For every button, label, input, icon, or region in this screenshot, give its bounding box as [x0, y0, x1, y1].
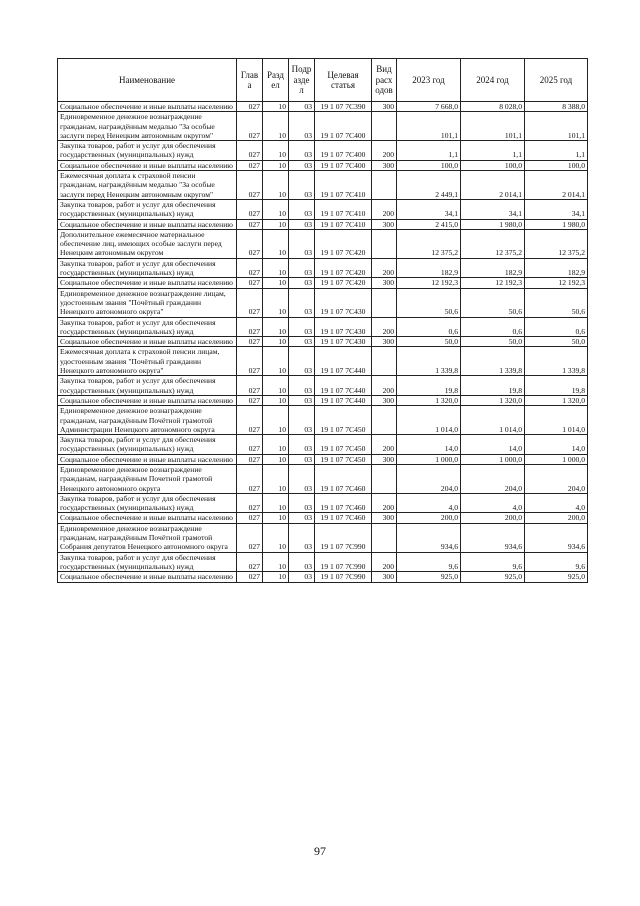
row-value-2023: 0,6 [397, 317, 461, 337]
row-article: 19 1 07 7С400 [315, 141, 372, 161]
row-name: Социальное обеспечение и иные выплаты населению [58, 102, 237, 112]
row-value-2024: 1 320,0 [461, 395, 525, 405]
row-value-2023: 1,1 [397, 141, 461, 161]
row-razdel: 10 [263, 278, 289, 288]
row-value-2023: 7 668,0 [397, 102, 461, 112]
row-article: 19 1 07 7С420 [315, 278, 372, 288]
row-glava: 027 [237, 337, 263, 347]
row-glava: 027 [237, 160, 263, 170]
header-podrazdel: Подр азде л [289, 59, 315, 102]
row-article: 19 1 07 7С460 [315, 464, 372, 493]
row-article: 19 1 07 7С450 [315, 406, 372, 435]
table-row [58, 435, 588, 455]
row-value-2025: 200,0 [525, 513, 588, 523]
row-value-2025: 9,6 [525, 552, 588, 572]
row-name: Закупка товаров, работ и услуг для обеспечения государственных (муниципальных) нужд [58, 258, 237, 278]
header-2024: 2024 год [461, 59, 525, 102]
row-razdel: 10 [263, 464, 289, 493]
row-glava: 027 [237, 278, 263, 288]
table-row [58, 171, 588, 200]
row-vid: 300 [372, 219, 397, 229]
row-glava: 027 [237, 523, 263, 552]
row-podrazdel: 03 [289, 395, 315, 405]
table-row [58, 493, 588, 513]
row-razdel: 10 [263, 513, 289, 523]
row-glava: 027 [237, 112, 263, 141]
row-razdel: 10 [263, 406, 289, 435]
row-name: Закупка товаров, работ и услуг для обеспечения государственных (муниципальных) нужд [58, 141, 237, 161]
row-vid: 300 [372, 337, 397, 347]
row-value-2024: 2 014,1 [461, 171, 525, 200]
row-podrazdel: 03 [289, 376, 315, 396]
row-value-2023: 182,9 [397, 258, 461, 278]
row-vid: 200 [372, 141, 397, 161]
row-value-2025: 12 192,3 [525, 278, 588, 288]
row-article: 19 1 07 7С410 [315, 219, 372, 229]
row-razdel: 10 [263, 288, 289, 317]
row-article: 19 1 07 7С990 [315, 572, 372, 582]
row-glava: 027 [237, 102, 263, 112]
row-vid: 200 [372, 199, 397, 219]
row-value-2023: 50,0 [397, 337, 461, 347]
row-razdel: 10 [263, 572, 289, 582]
row-podrazdel: 03 [289, 112, 315, 141]
row-razdel: 10 [263, 523, 289, 552]
row-razdel: 10 [263, 160, 289, 170]
row-razdel: 10 [263, 395, 289, 405]
row-podrazdel: 03 [289, 513, 315, 523]
table-row [58, 464, 588, 493]
row-glava: 027 [237, 229, 263, 258]
table-row [58, 376, 588, 396]
row-vid [372, 464, 397, 493]
row-article: 19 1 07 7С990 [315, 552, 372, 572]
table-row [58, 552, 588, 572]
row-article: 19 1 07 7С420 [315, 258, 372, 278]
row-value-2025: 14,0 [525, 435, 588, 455]
row-name: Социальное обеспечение и иные выплаты населению [58, 395, 237, 405]
row-podrazdel: 03 [289, 454, 315, 464]
row-value-2024: 4,0 [461, 493, 525, 513]
row-vid: 300 [372, 454, 397, 464]
row-razdel: 10 [263, 199, 289, 219]
row-value-2023: 100,0 [397, 160, 461, 170]
row-article: 19 1 07 7С460 [315, 513, 372, 523]
row-podrazdel: 03 [289, 464, 315, 493]
row-glava: 027 [237, 493, 263, 513]
row-name: Закупка товаров, работ и услуг для обеспечения государственных (муниципальных) нужд [58, 376, 237, 396]
row-value-2024: 182,9 [461, 258, 525, 278]
row-podrazdel: 03 [289, 199, 315, 219]
header-razdel: Разд ел [263, 59, 289, 102]
table-row [58, 395, 588, 405]
table-row [58, 454, 588, 464]
row-podrazdel: 03 [289, 258, 315, 278]
row-article: 19 1 07 7С990 [315, 523, 372, 552]
row-vid: 300 [372, 102, 397, 112]
row-vid [372, 347, 397, 376]
row-vid [372, 406, 397, 435]
header-article: Целевая статья [315, 59, 372, 102]
row-podrazdel: 03 [289, 160, 315, 170]
row-glava: 027 [237, 219, 263, 229]
table-row [58, 199, 588, 219]
row-podrazdel: 03 [289, 102, 315, 112]
row-value-2024: 1 339,8 [461, 347, 525, 376]
row-vid [372, 229, 397, 258]
row-glava: 027 [237, 141, 263, 161]
row-podrazdel: 03 [289, 317, 315, 337]
row-value-2023: 9,6 [397, 552, 461, 572]
row-podrazdel: 03 [289, 229, 315, 258]
row-value-2024: 14,0 [461, 435, 525, 455]
header-name: Наименование [58, 59, 237, 102]
row-value-2025: 1 320,0 [525, 395, 588, 405]
row-vid [372, 171, 397, 200]
row-glava: 027 [237, 464, 263, 493]
row-glava: 027 [237, 171, 263, 200]
row-name: Единовременное денежное вознаграждение гражданам, награждённым медалью "За особые заслуги перед Ненецким автономным округом" [58, 112, 237, 141]
row-glava: 027 [237, 572, 263, 582]
row-value-2025: 2 014,1 [525, 171, 588, 200]
row-razdel: 10 [263, 337, 289, 347]
table-row [58, 219, 588, 229]
row-razdel: 10 [263, 347, 289, 376]
row-value-2023: 34,1 [397, 199, 461, 219]
row-name: Закупка товаров, работ и услуг для обеспечения государственных (муниципальных) нужд [58, 199, 237, 219]
row-value-2024: 1 980,0 [461, 219, 525, 229]
row-value-2023: 12 192,3 [397, 278, 461, 288]
row-vid: 200 [372, 258, 397, 278]
row-value-2024: 934,6 [461, 523, 525, 552]
row-razdel: 10 [263, 435, 289, 455]
table-row [58, 523, 588, 552]
row-value-2024: 200,0 [461, 513, 525, 523]
row-value-2023: 1 320,0 [397, 395, 461, 405]
row-value-2023: 200,0 [397, 513, 461, 523]
row-article: 19 1 07 7С440 [315, 395, 372, 405]
row-glava: 027 [237, 406, 263, 435]
row-vid: 200 [372, 435, 397, 455]
table-row [58, 258, 588, 278]
row-razdel: 10 [263, 171, 289, 200]
row-article: 19 1 07 7С410 [315, 199, 372, 219]
row-podrazdel: 03 [289, 406, 315, 435]
row-glava: 027 [237, 376, 263, 396]
row-value-2024: 0,6 [461, 317, 525, 337]
row-article: 19 1 07 7С450 [315, 435, 372, 455]
row-name: Дополнительное ежемесячное материальное обеспечение лиц, имеющих особые заслуги перед Ненецким автономным округом [58, 229, 237, 258]
row-value-2025: 925,0 [525, 572, 588, 582]
row-podrazdel: 03 [289, 219, 315, 229]
row-value-2023: 12 375,2 [397, 229, 461, 258]
table-row [58, 317, 588, 337]
row-value-2023: 2 449,1 [397, 171, 461, 200]
row-value-2025: 34,1 [525, 199, 588, 219]
row-article: 19 1 07 7С400 [315, 112, 372, 141]
row-podrazdel: 03 [289, 493, 315, 513]
row-glava: 027 [237, 258, 263, 278]
row-name: Закупка товаров, работ и услуг для обеспечения государственных (муниципальных) нужд [58, 317, 237, 337]
row-value-2025: 50,6 [525, 288, 588, 317]
row-value-2023: 19,8 [397, 376, 461, 396]
row-podrazdel: 03 [289, 347, 315, 376]
row-value-2025: 182,9 [525, 258, 588, 278]
row-glava: 027 [237, 513, 263, 523]
row-name: Единовременное денежное вознаграждение гражданам, награждённым Почетной грамотой Ненецкого автономного округа [58, 464, 237, 493]
row-razdel: 10 [263, 493, 289, 513]
row-value-2025: 100,0 [525, 160, 588, 170]
row-razdel: 10 [263, 112, 289, 141]
row-name: Ежемесячная доплата к страховой пенсии гражданам, награждённым медалью "За особые заслуги перед Ненецким автономным округом" [58, 171, 237, 200]
row-value-2025: 12 375,2 [525, 229, 588, 258]
row-value-2024: 34,1 [461, 199, 525, 219]
row-value-2025: 19,8 [525, 376, 588, 396]
row-article: 19 1 07 7С460 [315, 493, 372, 513]
row-vid [372, 523, 397, 552]
row-vid: 200 [372, 376, 397, 396]
row-glava: 027 [237, 435, 263, 455]
row-value-2025: 934,6 [525, 523, 588, 552]
row-value-2023: 204,0 [397, 464, 461, 493]
row-glava: 027 [237, 317, 263, 337]
row-vid [372, 288, 397, 317]
row-article: 19 1 07 7С430 [315, 317, 372, 337]
row-razdel: 10 [263, 376, 289, 396]
row-value-2025: 0,6 [525, 317, 588, 337]
row-value-2024: 1 000,0 [461, 454, 525, 464]
row-razdel: 10 [263, 141, 289, 161]
row-razdel: 10 [263, 258, 289, 278]
row-glava: 027 [237, 552, 263, 572]
row-vid: 300 [372, 278, 397, 288]
row-podrazdel: 03 [289, 337, 315, 347]
row-glava: 027 [237, 347, 263, 376]
row-value-2025: 1 980,0 [525, 219, 588, 229]
row-value-2023: 50,6 [397, 288, 461, 317]
row-name: Единовременное денежное вознаграждение гражданам, награждённым Почётной грамотой Собрания депутатов Ненецкого автономного округа [58, 523, 237, 552]
row-value-2024: 1 014,0 [461, 406, 525, 435]
row-value-2023: 14,0 [397, 435, 461, 455]
row-value-2025: 1,1 [525, 141, 588, 161]
row-vid: 200 [372, 493, 397, 513]
row-value-2023: 1 014,0 [397, 406, 461, 435]
row-value-2024: 100,0 [461, 160, 525, 170]
row-value-2024: 50,6 [461, 288, 525, 317]
row-podrazdel: 03 [289, 552, 315, 572]
row-name: Единовременное денежное вознаграждение лицам, удостоенным звания "Почётный гражданин Ненецкого автономного округа" [58, 288, 237, 317]
table-row [58, 102, 588, 112]
row-glava: 027 [237, 199, 263, 219]
row-razdel: 10 [263, 229, 289, 258]
row-vid: 300 [372, 395, 397, 405]
row-value-2023: 925,0 [397, 572, 461, 582]
table-row [58, 347, 588, 376]
row-name: Социальное обеспечение и иные выплаты населению [58, 278, 237, 288]
row-name: Социальное обеспечение и иные выплаты населению [58, 219, 237, 229]
row-podrazdel: 03 [289, 171, 315, 200]
row-name: Ежемесячная доплата к страховой пенсии лицам, удостоенным звания "Почётный гражданин Ненецкого автономного округа" [58, 347, 237, 376]
header-2023: 2023 год [397, 59, 461, 102]
row-name: Единовременное денежное вознаграждение гражданам, награждённым Почётной грамотой Администрации Ненецкого автономного округа [58, 406, 237, 435]
row-razdel: 10 [263, 219, 289, 229]
row-vid [372, 112, 397, 141]
row-article: 19 1 07 7С390 [315, 102, 372, 112]
row-value-2023: 1 000,0 [397, 454, 461, 464]
row-razdel: 10 [263, 102, 289, 112]
budget-table [57, 58, 588, 583]
row-value-2025: 8 388,0 [525, 102, 588, 112]
row-name: Социальное обеспечение и иные выплаты населению [58, 454, 237, 464]
row-podrazdel: 03 [289, 278, 315, 288]
row-glava: 027 [237, 395, 263, 405]
row-article: 19 1 07 7С420 [315, 229, 372, 258]
row-value-2024: 12 375,2 [461, 229, 525, 258]
row-vid: 300 [372, 513, 397, 523]
table-row [58, 513, 588, 523]
row-value-2024: 50,0 [461, 337, 525, 347]
row-value-2024: 1,1 [461, 141, 525, 161]
page-number: 97 [314, 844, 326, 858]
table-row [58, 112, 588, 141]
table-header-row [58, 59, 588, 102]
table-row [58, 406, 588, 435]
row-value-2023: 4,0 [397, 493, 461, 513]
row-value-2025: 1 014,0 [525, 406, 588, 435]
header-glava: Глав а [237, 59, 263, 102]
row-podrazdel: 03 [289, 288, 315, 317]
row-value-2023: 934,6 [397, 523, 461, 552]
row-podrazdel: 03 [289, 523, 315, 552]
row-vid: 200 [372, 552, 397, 572]
row-razdel: 10 [263, 454, 289, 464]
table-row [58, 160, 588, 170]
row-value-2025: 4,0 [525, 493, 588, 513]
table-row [58, 278, 588, 288]
row-name: Закупка товаров, работ и услуг для обеспечения государственных (муниципальных) нужд [58, 552, 237, 572]
row-value-2024: 12 192,3 [461, 278, 525, 288]
row-value-2023: 101,1 [397, 112, 461, 141]
row-podrazdel: 03 [289, 141, 315, 161]
header-2025: 2025 год [525, 59, 588, 102]
row-razdel: 10 [263, 317, 289, 337]
row-value-2025: 1 000,0 [525, 454, 588, 464]
row-value-2024: 8 028,0 [461, 102, 525, 112]
row-vid: 300 [372, 160, 397, 170]
row-value-2025: 1 339,8 [525, 347, 588, 376]
row-value-2025: 101,1 [525, 112, 588, 141]
row-value-2023: 1 339,8 [397, 347, 461, 376]
row-podrazdel: 03 [289, 435, 315, 455]
row-name: Социальное обеспечение и иные выплаты населению [58, 572, 237, 582]
row-value-2025: 50,0 [525, 337, 588, 347]
table-body [58, 102, 588, 583]
row-article: 19 1 07 7С430 [315, 288, 372, 317]
row-podrazdel: 03 [289, 572, 315, 582]
header-vid: Вид расх одов [372, 59, 397, 102]
row-value-2024: 19,8 [461, 376, 525, 396]
row-name: Социальное обеспечение и иные выплаты населению [58, 513, 237, 523]
row-value-2025: 204,0 [525, 464, 588, 493]
table-row [58, 288, 588, 317]
table-row [58, 141, 588, 161]
row-value-2024: 101,1 [461, 112, 525, 141]
table-row [58, 572, 588, 582]
row-article: 19 1 07 7С450 [315, 454, 372, 464]
row-vid: 300 [372, 572, 397, 582]
row-name: Закупка товаров, работ и услуг для обеспечения государственных (муниципальных) нужд [58, 435, 237, 455]
row-vid: 200 [372, 317, 397, 337]
row-glava: 027 [237, 288, 263, 317]
row-value-2024: 204,0 [461, 464, 525, 493]
row-value-2023: 2 415,0 [397, 219, 461, 229]
row-article: 19 1 07 7С430 [315, 337, 372, 347]
row-value-2024: 925,0 [461, 572, 525, 582]
table-row [58, 337, 588, 347]
row-razdel: 10 [263, 552, 289, 572]
row-value-2024: 9,6 [461, 552, 525, 572]
row-article: 19 1 07 7С440 [315, 376, 372, 396]
row-name: Социальное обеспечение и иные выплаты населению [58, 160, 237, 170]
row-name: Социальное обеспечение и иные выплаты населению [58, 337, 237, 347]
row-article: 19 1 07 7С440 [315, 347, 372, 376]
row-name: Закупка товаров, работ и услуг для обеспечения государственных (муниципальных) нужд [58, 493, 237, 513]
row-glava: 027 [237, 454, 263, 464]
row-article: 19 1 07 7С400 [315, 160, 372, 170]
row-article: 19 1 07 7С410 [315, 171, 372, 200]
table-row [58, 229, 588, 258]
